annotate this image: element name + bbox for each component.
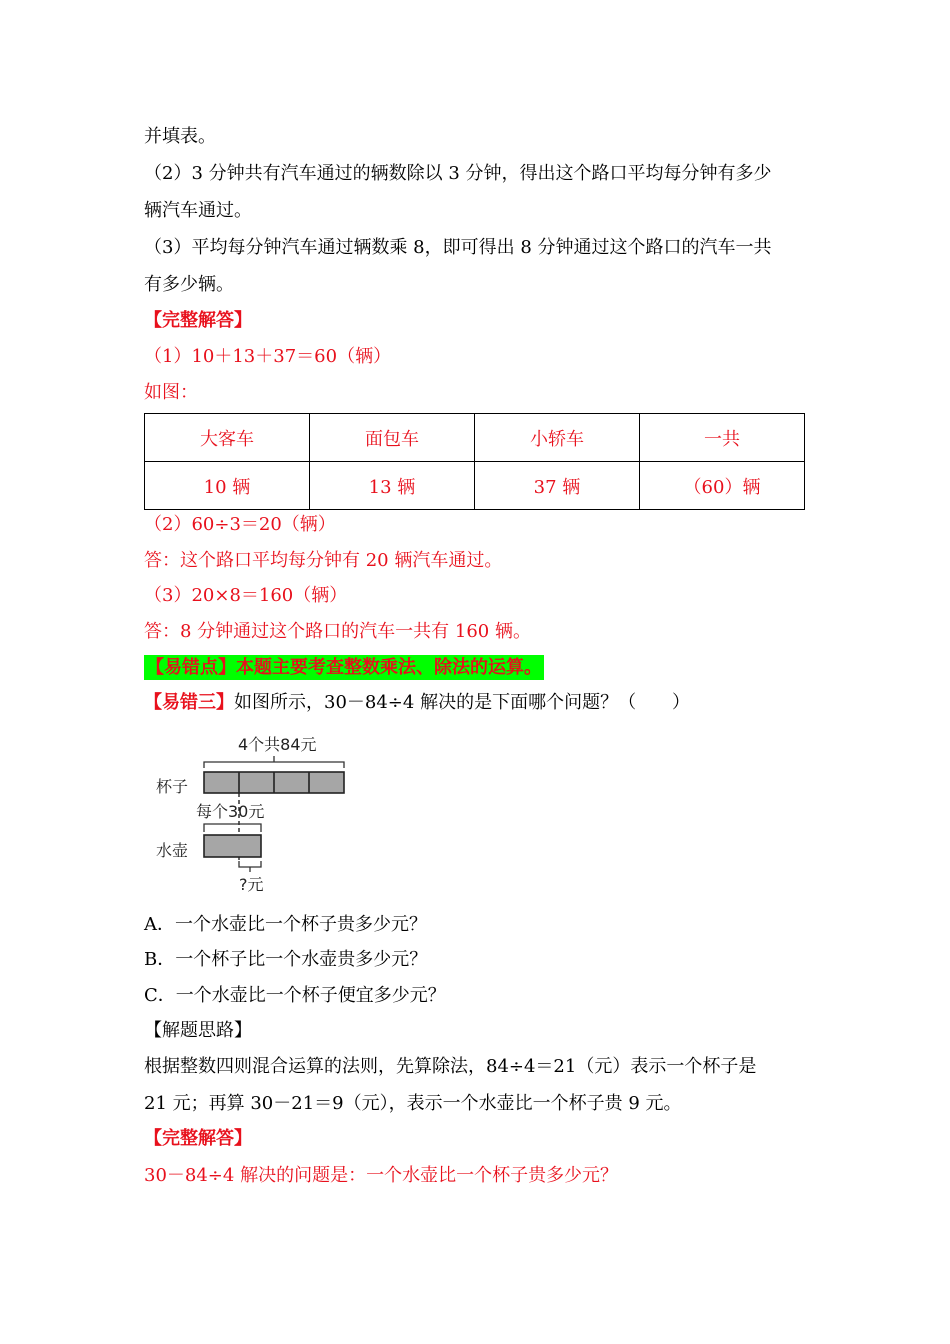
answer-3: 答：8 分钟通过这个路口的汽车一共有 160 辆。 [144,621,531,642]
table-cell: 面包车 [310,414,475,462]
table-cell: 37 辆 [475,462,640,510]
table-cell: 大客车 [145,414,310,462]
complete-answer-heading: 【完整解答】 [144,310,252,331]
text-line: 并填表。 [144,126,216,147]
question-price-label: ?元 [239,875,264,894]
answer-step-2: （2）60÷3＝20（辆） [144,514,336,535]
option-a: A．一个水壶比一个杯子贵多少元？ [144,914,427,935]
solution-idea-heading: 【解题思路】 [144,1020,252,1041]
pitfall-highlight: 【易错点】本题主要考查整数乘法、除法的运算。 [146,657,542,678]
question-tag: 【易错三】 [144,692,234,713]
text-line: （2）3 分钟共有汽车通过的辆数除以 3 分钟，得出这个路口平均每分钟有多少 [144,163,772,184]
table-cell: 13 辆 [310,462,475,510]
answer-step-1: （1）10＋13＋37＝60（辆） [144,346,392,367]
table-cell: 小轿车 [475,414,640,462]
cup-label: 杯子 [156,777,189,796]
solution-idea-line: 根据整数四则混合运算的法则，先算除法，84÷4＝21（元）表示一个杯子是 [144,1056,757,1077]
answer-step-3: （3）20×8＝160（辆） [144,585,348,606]
kettle-top-brace [204,824,261,832]
table-cell: 一共 [640,414,805,462]
text-line: 辆汽车通过。 [144,200,252,221]
text-line: （3）平均每分钟汽车通过辆数乘 8，即可得出 8 分钟通过这个路口的汽车一共 [144,237,772,258]
question-text: 如图所示，30－84÷4 解决的是下面哪个问题？（ ） [234,692,691,713]
as-shown-label: 如图： [144,382,198,403]
table-header-row [145,414,805,462]
kettle-bar [204,835,261,857]
table-cell: 10 辆 [145,462,310,510]
final-answer: 30－84÷4 解决的问题是：一个水壶比一个杯子贵多少元？ [144,1165,619,1186]
complete-answer-heading: 【完整解答】 [144,1128,252,1149]
solution-idea-line: 21 元；再算 30－21＝9（元），表示一个水壶比一个杯子贵 9 元。 [144,1093,682,1114]
option-c: C．一个水壶比一个杯子便宜多少元？ [144,985,446,1006]
top-brace [204,762,344,768]
table-row [145,462,805,510]
option-b: B．一个杯子比一个水壶贵多少元？ [144,949,428,970]
bottom-brace [239,861,261,867]
each-price-label: 每个30元 [196,802,265,821]
answer-2: 答：这个路口平均每分钟有 20 辆汽车通过。 [144,550,503,571]
segment-diagram [150,728,370,898]
total-label: 4个共84元 [238,735,317,754]
pitfall-note [144,656,544,680]
text-line: 有多少辆。 [144,274,234,295]
table-cell: （60）辆 [640,462,805,510]
vehicle-table [144,413,805,510]
question-3 [144,691,690,715]
kettle-label: 水壶 [156,841,189,860]
